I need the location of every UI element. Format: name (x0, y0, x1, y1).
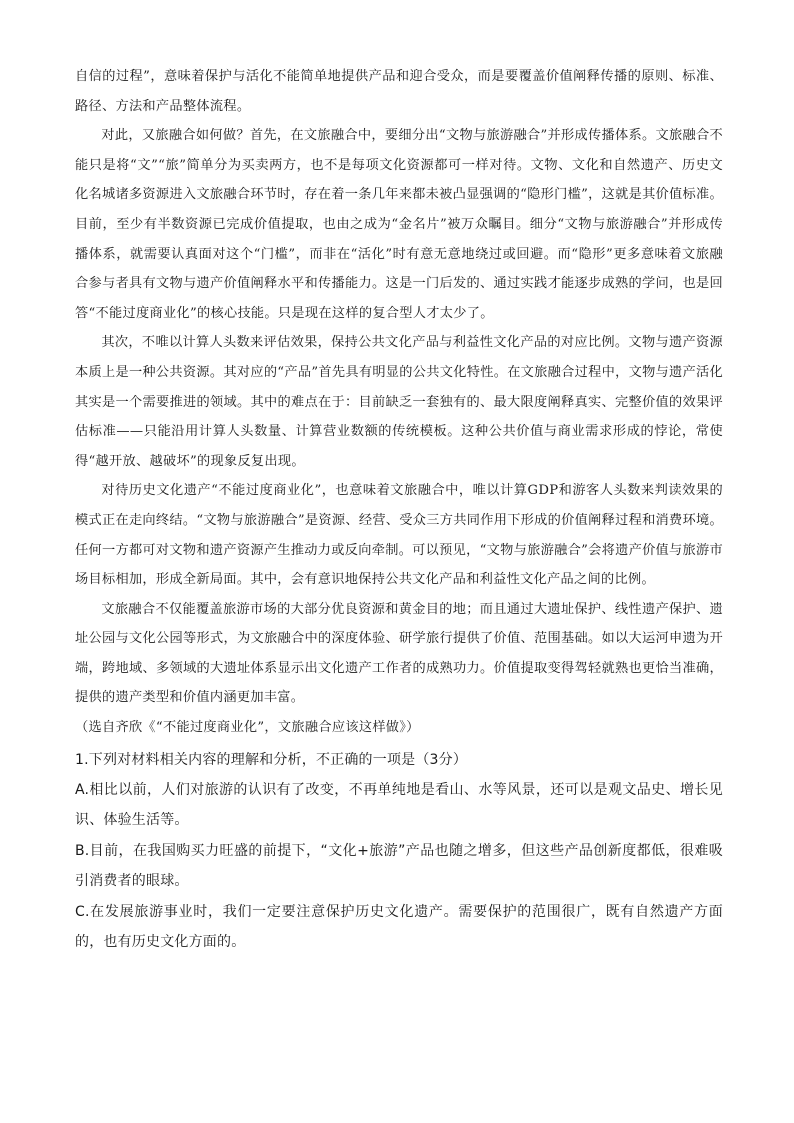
question-section (75, 745, 723, 958)
question-1-stem: 1.下列对材料相关内容的理解和分析，不正确的一项是（3分） (75, 751, 468, 768)
reading-passage (75, 62, 723, 743)
passage-paragraph-1: 自信的过程”，意味着保护与活化不能简单地提供产品和迎合受众，而是要覆盖价值阐释传播的原则、标准、路径、方法和产品整体流程。 (75, 69, 723, 114)
passage-paragraph-3: 其次，不唯以计算人头数来评估效果，保持公共文化产品与利益性文化产品的对应比例。文物与遗产资源本质上是一种公共资源。其对应的“产品”首先具有明显的公共文化特性。在文旅融合过程中，文物与遗产活化其实是一个需要推进的领域。其中的难点在于：目前缺乏一套独有的、最大限度阐释真实、完整价值的效果评估标准——只能沿用计算人头数量、计算营业数额的传统模板。这种公共价值与商业需求形成的悖论，常使得“越开放、越破坏”的现象反复出现。 (75, 335, 723, 469)
passage-paragraph-5: 文旅融合不仅能覆盖旅游市场的大部分优良资源和黄金目的地；而且通过大遗址保护、线性遗产保护、遗址公园与文化公园等形式，为文旅融合中的深度体验、研学旅行提供了价值、范围基础。如以大运河申遗为开端，跨地域、多领域的大遗址体系显示出文化遗产工作者的成熟功力。价值提取变得驾轻就熟也更恰当准确，提供的遗产类型和价值内涵更加丰富。 (75, 601, 723, 706)
exam-page (75, 62, 723, 958)
passage-source-citation: （选自齐欣《“不能过度商业化”，文旅融合应该这样做》） (75, 720, 420, 736)
question-1-option-a[interactable]: A.相比以前，人们对旅游的认识有了改变，不再单纯地是看山、水等风景，还可以是观文品史、增长见识、体验生活等。 (75, 782, 723, 829)
question-1-option-c[interactable]: C.在发展旅游事业时，我们一定要注意保护历史文化遗产。需要保护的范围很广，既有自然遗产方面的，也有历史文化方面的。 (75, 903, 723, 951)
question-1-option-b[interactable]: B.目前，在我国购买力旺盛的前提下，“文化+旅游”产品也随之增多，但这些产品创新度都低，很难吸引消费者的眼球。 (75, 842, 723, 890)
passage-paragraph-2: 对此，又旅融合如何做？首先，在文旅融合中，要细分出“文物与旅游融合”并形成传播体系。文旅融合不能只是将“文”“旅”简单分为买卖两方，也不是每项文化资源都可一样对待。文物、文化和自然遗产、历史文化名城诸多资源进入文旅融合环节时，存在着一条几年来都未被凸显强调的“隐形门槛”，这就是其价值标准。目前，至少有半数资源已完成价值提取，也由之成为“金名片”被万众瞩目。细分“文物与旅游融合”并形成传播体系，就需要认真面对这个“门槛”，而非在“活化”时有意无意地绕过或回避。而“隐形”更多意味着文旅融合参与者具有文物与遗产价值阐释水平和传播能力。这是一门后发的、通过实践才能逐步成熟的学问，也是回答“不能过度商业化”的核心技能。只是现在这样的复合型人才太少了。 (75, 128, 723, 321)
passage-paragraph-4: 对待历史文化遗产“不能过度商业化”，也意味着文旅融合中，唯以计算GDP和游客人头数来判读效果的模式正在走向终结。“文物与旅游融合”是资源、经营、受众三方共同作用下形成的价值阐释过程和消费环境。任何一方都可对文物和遗产资源产生推动力或反向牵制。可以预见，“文物与旅游融合”会将遗产价值与旅游市场目标相加，形成全新局面。其中，会有意识地保持公共文化产品和利益性文化产品之间的比例。 (75, 483, 723, 588)
